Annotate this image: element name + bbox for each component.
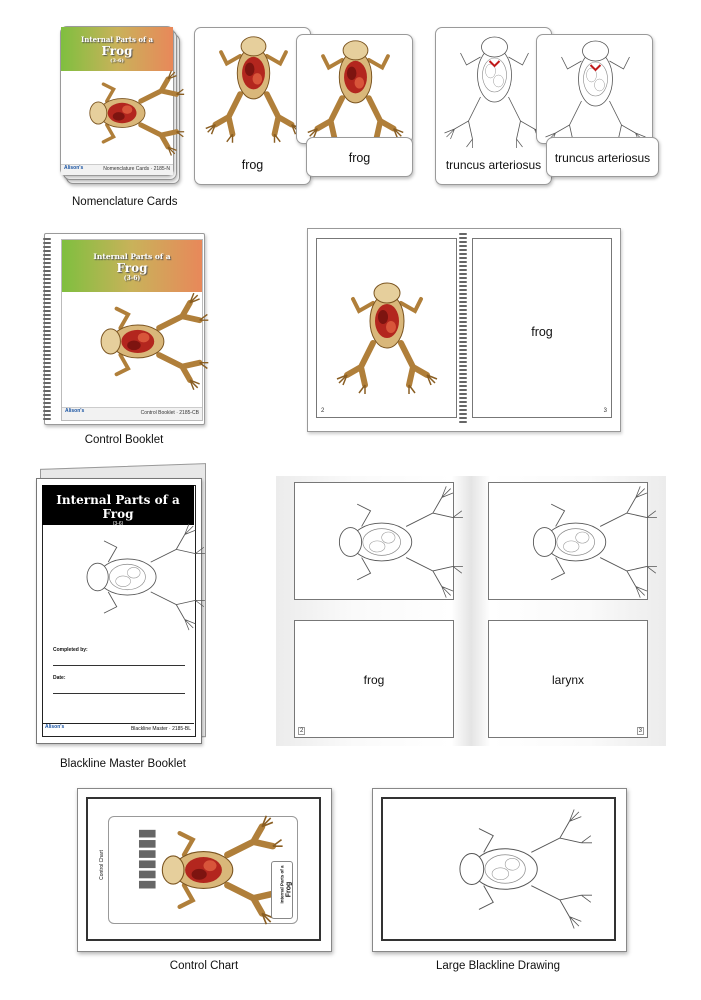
booklet-page-right [472, 238, 612, 418]
cover-title-line1: Internal Parts of a [93, 252, 171, 261]
tag-line1: Internal Parts of a [279, 865, 285, 904]
frog-line-illustration [499, 487, 639, 597]
page-label: frog [363, 673, 385, 687]
frog-line-illustration [441, 33, 548, 143]
frog-line-illustration [542, 37, 649, 147]
spread-panel-top-left [294, 482, 454, 600]
frog-illustration [307, 37, 404, 142]
caption-nomenclature-cards: Nomenclature Cards [72, 196, 178, 208]
frog-line-illustration [305, 487, 445, 597]
frog-illustration [205, 33, 302, 138]
frog-illustration [127, 819, 267, 921]
cover-age: (3-6) [110, 58, 124, 64]
page-number: 2 [321, 408, 325, 414]
chart-side-text: Control Chart [98, 850, 105, 880]
card-label: frog [241, 158, 264, 172]
completed-by-label: Completed by: [53, 647, 88, 653]
nomenclature-cover-card [60, 26, 174, 176]
chart-inner-card [98, 816, 298, 924]
spread-panel-bottom-left [294, 620, 454, 738]
date-line [53, 693, 185, 694]
picture-card-truncus [435, 27, 552, 185]
booklet-cover-face [61, 239, 203, 421]
cover-footer-text: Control Booklet · 2185-CB [140, 410, 199, 416]
chart-title-tag [271, 861, 293, 919]
caption-blackline-booklet: Blackline Master Booklet [60, 758, 186, 770]
frog-line-illustration [51, 527, 191, 627]
card-label: truncus arteriosus [554, 151, 651, 165]
page-number: 3 [603, 408, 607, 414]
card-label: truncus arteriosus [445, 158, 542, 172]
spread-panel-top-right [488, 482, 648, 600]
spiral-binding [43, 238, 51, 422]
page-number: 3 [638, 728, 642, 734]
tag-line2: Frog [285, 881, 293, 898]
cover-title-line1: Internal Parts of a [80, 35, 154, 44]
spread-panel-bottom-right [488, 620, 648, 738]
cover-title: Internal Parts of a Frog [56, 493, 180, 521]
frog-illustration [67, 73, 167, 163]
large-blackline-drawing [372, 788, 627, 952]
label-card-truncus [546, 137, 659, 177]
cover-age: (3-6) [123, 275, 141, 282]
card-label: frog [348, 151, 371, 165]
blackline-booklet-cover [36, 478, 202, 744]
caption-large-blackline: Large Blackline Drawing [435, 960, 560, 972]
label-card-frog [306, 137, 413, 177]
page-label: larynx [551, 673, 584, 687]
picture-card-frog-control [296, 34, 413, 144]
completed-by-line [53, 665, 185, 666]
brand-logo: Alison's [64, 165, 84, 171]
control-chart [77, 788, 332, 952]
cover-footer [42, 723, 194, 736]
spiral-binding [459, 233, 467, 425]
cover-footer-text: Nomenclature Cards · 2185-N [103, 166, 170, 172]
brand-logo: Alison's [65, 408, 85, 414]
picture-card-frog [194, 27, 311, 185]
caption-control-booklet: Control Booklet [84, 434, 164, 446]
cover-title-line2: Frog [101, 44, 133, 58]
frog-illustration [74, 296, 190, 396]
cover-title-line2: Frog [116, 261, 148, 275]
page-label: frog [531, 325, 553, 339]
page-number: 2 [300, 728, 304, 734]
cover-age: (3-6) [112, 521, 124, 527]
brand-logo: Alison's [45, 724, 65, 730]
date-label: Date: [53, 675, 66, 681]
cover-title-bar [42, 485, 194, 525]
caption-control-chart: Control Chart [169, 960, 239, 972]
control-booklet-cover [44, 233, 205, 425]
frog-illustration [337, 279, 437, 389]
frog-line-illustration [423, 813, 573, 925]
control-booklet-spread [307, 228, 621, 432]
blackline-booklet-spread [276, 476, 666, 746]
picture-card-truncus-control [536, 34, 653, 144]
booklet-page-left [316, 238, 457, 418]
cover-footer-text: Blackline Master · 2185-BL [130, 726, 191, 732]
